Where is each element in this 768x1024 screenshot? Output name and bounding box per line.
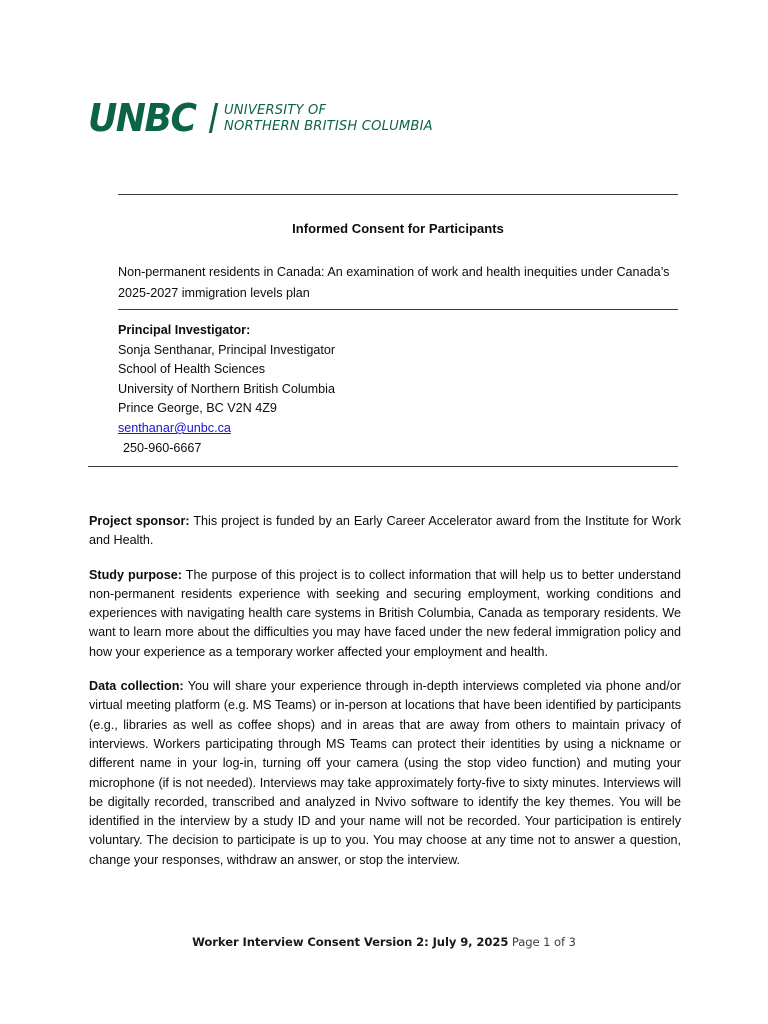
unbc-logo-mark: UNBC — [88, 96, 196, 140]
logo-wordmark-line-2: NORTHERN BRITISH COLUMBIA — [224, 118, 433, 134]
investigator-name: Sonja Senthanar, Principal Investigator — [118, 342, 336, 357]
horizontal-rule-bottom — [88, 466, 678, 467]
footer-page-number: Page 1 of 3 — [508, 935, 576, 949]
investigator-university: University of Northern British Columbia — [118, 381, 335, 396]
principal-investigator-heading: Principal Investigator: — [118, 323, 251, 337]
logo-divider-bar — [209, 103, 218, 133]
investigator-address: Prince George, BC V2N 4Z9 — [118, 401, 277, 416]
logo-wordmark-line-1: UNIVERSITY OF — [224, 101, 327, 118]
study-purpose-label: Study purpose: — [89, 567, 182, 582]
unbc-logo-wordmark — [224, 102, 433, 135]
study-purpose-text: The purpose of this project is to collect information that will help us to better understand non-permanent residents experience with seeking and securing employment, working conditions and experiences with navigating health care systems in British Columbia, Canada as temporary residents. We want to learn more about the difficulties you may have faced under the new federal immigration policy and how your experience as a temporary worker affected your employment and health. — [89, 567, 681, 659]
investigator-school: School of Health Sciences — [118, 362, 266, 377]
document-body — [89, 512, 681, 870]
horizontal-rule-middle — [118, 309, 678, 310]
project-sponsor-text: This project is funded by an Early Career Accelerator award from the Institute for Work and Health. — [89, 514, 681, 548]
paragraph-study-purpose — [89, 566, 681, 662]
page-footer — [0, 935, 768, 949]
unbc-logo — [88, 96, 439, 140]
principal-investigator-block — [118, 321, 335, 458]
horizontal-rule-top — [118, 194, 678, 195]
investigator-phone: 250-960-6667 — [123, 440, 202, 455]
paragraph-data-collection — [89, 677, 681, 870]
data-collection-text: You will share your experience through in-depth interviews completed via phone and/or virtual meeting platform (e.g. MS Teams) or in-person at locations that have been identified by participants (e.g., libraries as well as coffee shops) and in areas that are away from others to maintain privacy of interviews. Workers participating through MS Teams can protect their identities by using a nickname or different name in your log-in, turning off your camera (using the stop video function) and muting your microphone (if is not needed). Interviews may take approximately forty-five to sixty minutes. Interviews will be digitally recorded, transcribed and analyzed in Nvivo software to identify the key themes. You will be identified in the interview by a study ID and your name will not be recorded. Your participation is entirely voluntary. The decision to participate is up to you. You may choose at any time not to answer a question, change your responses, withdraw an answer, or stop the interview. — [89, 679, 681, 867]
project-sponsor-label: Project sponsor: — [89, 514, 190, 528]
study-title: Non-permanent residents in Canada: An examination of work and health inequities under Canada’s 2025-2027 immigration levels plan — [118, 265, 670, 300]
paragraph-project-sponsor — [89, 512, 681, 551]
investigator-email-link[interactable]: senthanar@unbc.ca — [118, 420, 231, 435]
footer-document-label: Worker Interview Consent Version 2: July 9, 2025 — [192, 935, 509, 949]
data-collection-label: Data collection: — [89, 679, 184, 694]
page-title: Informed Consent for Participants — [292, 221, 504, 236]
